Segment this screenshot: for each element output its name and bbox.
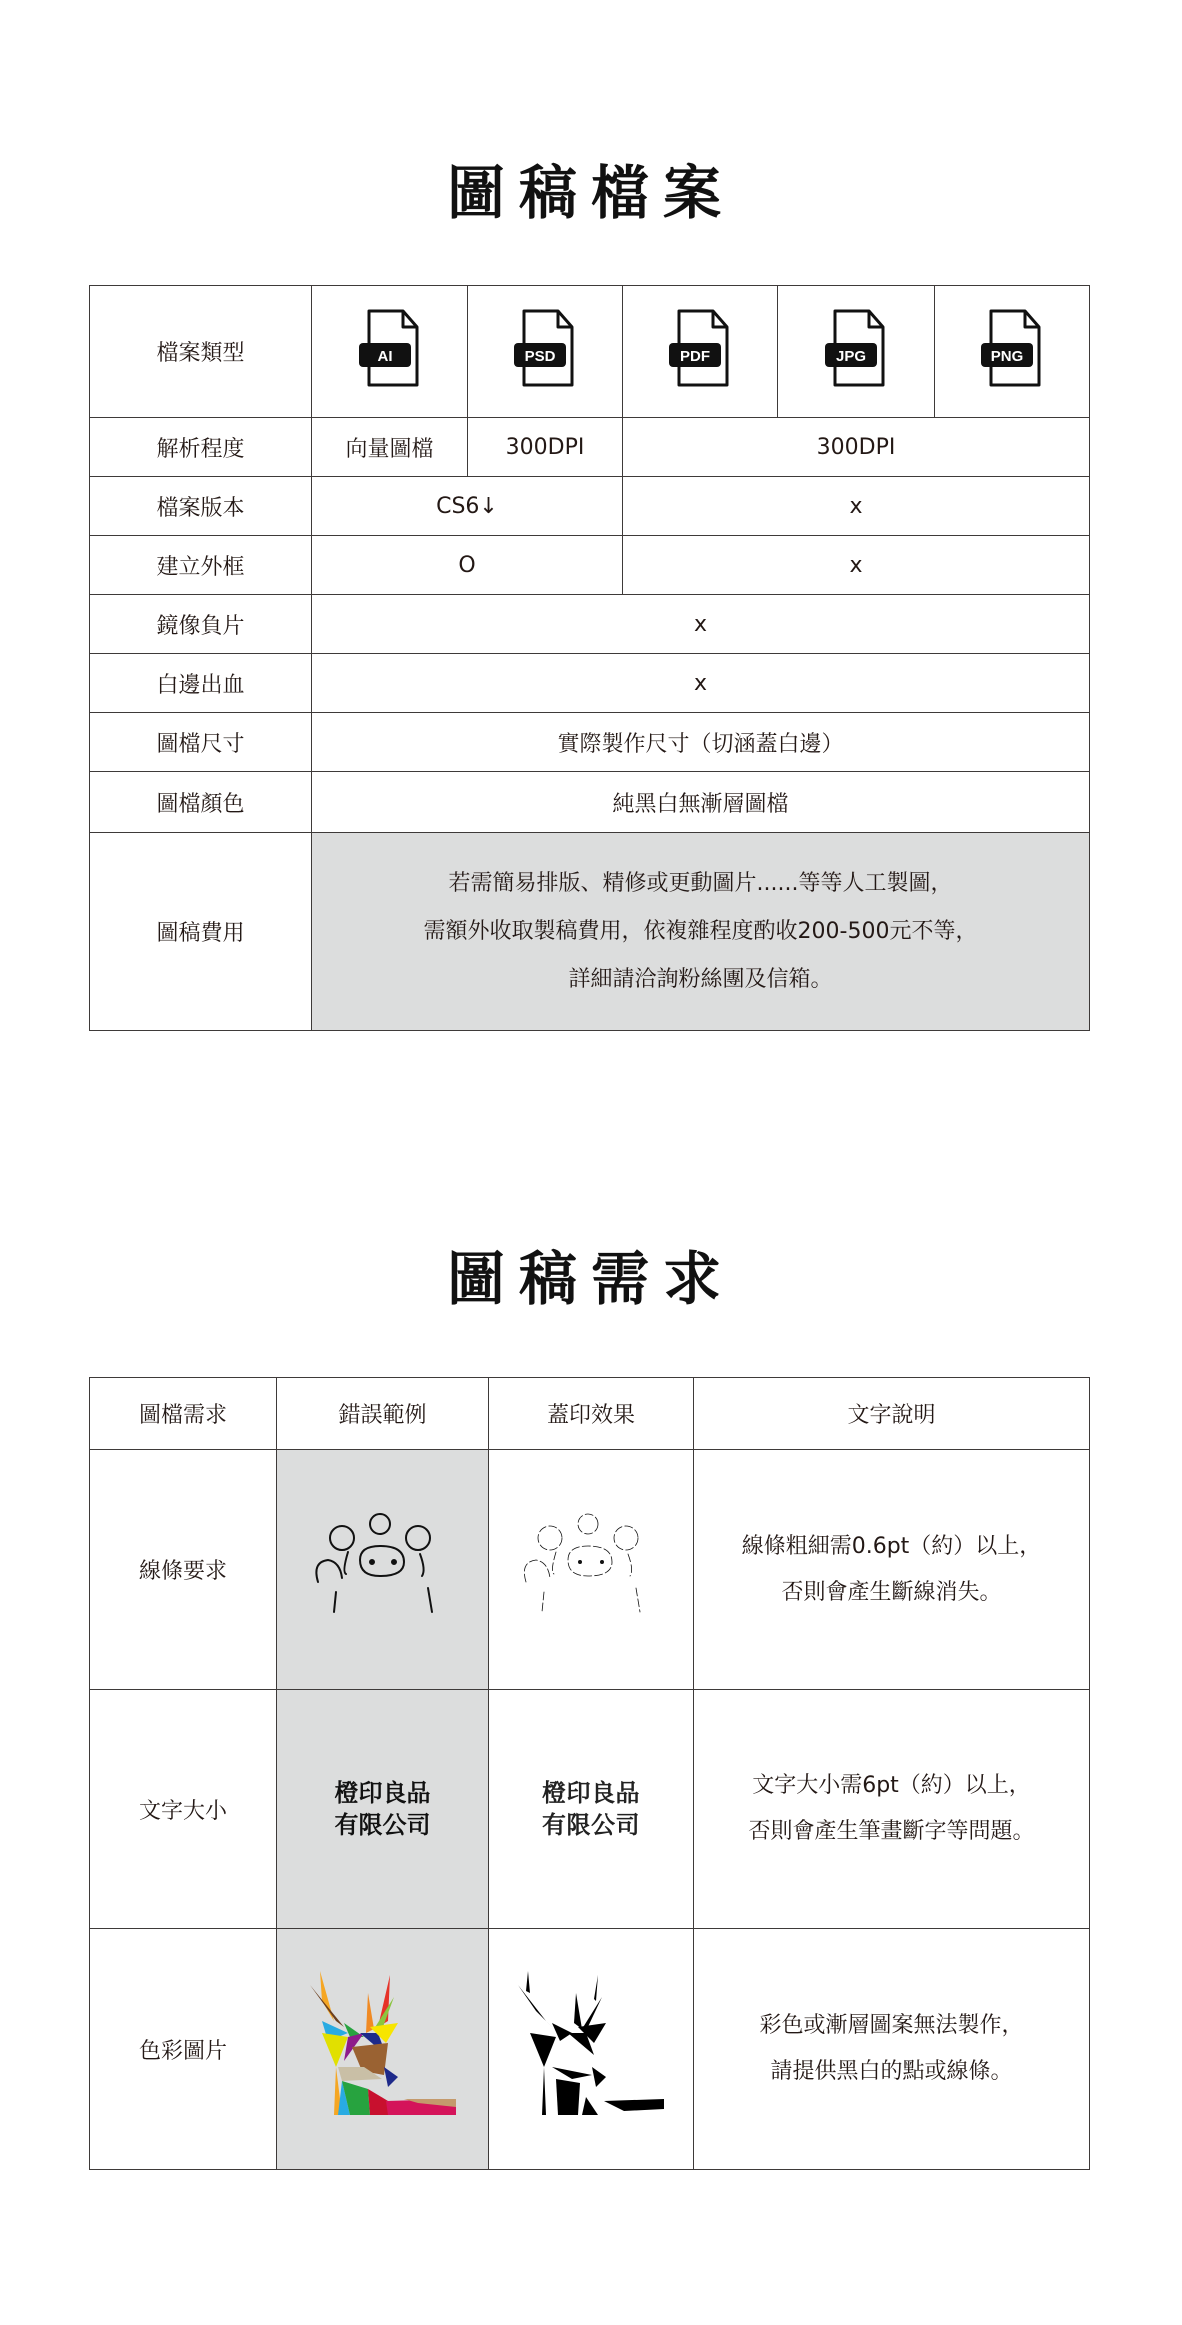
file-pdf-icon xyxy=(623,286,778,418)
svg-text:PSD: PSD xyxy=(524,347,556,365)
section-title-requirements: 圖稿需求 xyxy=(446,1245,735,1313)
header-row xyxy=(90,1378,1090,1450)
description-line: 否則會產生筆畫斷字等問題。 xyxy=(748,1819,1035,1844)
row-label: 圖檔尺寸 xyxy=(90,713,312,772)
file-psd-icon xyxy=(468,286,623,418)
cell-others: x xyxy=(623,477,1090,536)
row-label: 解析程度 xyxy=(90,418,312,477)
cell-ai-psd: O xyxy=(312,536,623,595)
cell-others: 300DPI xyxy=(623,418,1090,477)
deer-color-example-image xyxy=(277,1929,489,2170)
row-color-image xyxy=(90,1929,1090,2170)
row-version xyxy=(90,477,1090,536)
header-cell: 圖檔需求 xyxy=(90,1378,277,1450)
sample-text: 有限公司 xyxy=(542,1810,640,1839)
section-title-files: 圖稿檔案 xyxy=(446,159,735,227)
cell-ai-psd: CS6↓ xyxy=(312,477,623,536)
row-label: 檔案版本 xyxy=(90,477,312,536)
row-label: 圖稿費用 xyxy=(90,833,312,1031)
row-label: 色彩圖片 xyxy=(90,1929,277,2170)
description-line: 請提供黑白的點或線條。 xyxy=(770,2059,1013,2084)
file-png-icon xyxy=(935,286,1090,418)
file-jpg-icon xyxy=(778,286,935,418)
row-outline xyxy=(90,536,1090,595)
description xyxy=(694,1450,1090,1690)
svg-text:JPG: JPG xyxy=(835,347,867,365)
cell-value: 純黑白無漸層圖檔 xyxy=(312,772,1090,833)
description-line: 線條粗細需0.6pt（約）以上， xyxy=(741,1533,1042,1559)
row-bleed xyxy=(90,654,1090,713)
sample-text: 有限公司 xyxy=(334,1810,431,1839)
row-fee xyxy=(90,833,1090,1031)
cell-psd: 300DPI xyxy=(468,418,623,477)
deer-stamp-effect-image xyxy=(489,1929,694,2170)
row-color xyxy=(90,772,1090,833)
svg-text:AI: AI xyxy=(377,347,392,365)
row-label: 檔案類型 xyxy=(90,286,312,418)
row-mirror xyxy=(90,595,1090,654)
row-line-requirement xyxy=(90,1450,1090,1690)
header-cell: 蓋印效果 xyxy=(489,1378,694,1450)
description-line: 彩色或漸層圖案無法製作， xyxy=(759,2013,1024,2038)
description-line: 文字大小需6pt（約）以上， xyxy=(752,1773,1031,1798)
description-line: 否則會產生斷線消失。 xyxy=(781,1579,1002,1605)
row-label: 鏡像負片 xyxy=(90,595,312,654)
text-wrong-example xyxy=(277,1690,489,1929)
row-resolution xyxy=(90,418,1090,477)
row-label: 文字大小 xyxy=(90,1690,277,1929)
requirements-table xyxy=(89,1377,1090,2170)
text-stamp-effect xyxy=(489,1690,694,1929)
header-cell: 錯誤範例 xyxy=(277,1378,489,1450)
svg-text:PNG: PNG xyxy=(990,347,1024,365)
bear-stamp-effect-image xyxy=(489,1450,694,1690)
file-ai-icon xyxy=(312,286,468,418)
cell-others: x xyxy=(623,536,1090,595)
fee-line: 若需簡易排版、精修或更動圖片......等等人工製圖， xyxy=(448,870,953,896)
bear-wrong-example-image xyxy=(277,1450,489,1690)
row-label: 線條要求 xyxy=(90,1450,277,1690)
description xyxy=(694,1690,1090,1929)
row-label: 圖檔顏色 xyxy=(90,772,312,833)
svg-text:PDF: PDF xyxy=(680,347,710,365)
row-file-type xyxy=(90,286,1090,418)
cell-ai: 向量圖檔 xyxy=(312,418,468,477)
row-text-size xyxy=(90,1690,1090,1929)
row-size xyxy=(90,713,1090,772)
sample-text: 橙印良品 xyxy=(334,1778,431,1807)
file-format-table xyxy=(89,285,1090,1031)
fee-description xyxy=(312,833,1090,1031)
row-label: 建立外框 xyxy=(90,536,312,595)
cell-value: 實際製作尺寸（切涵蓋白邊） xyxy=(312,713,1090,772)
fee-line: 需額外收取製稿費用，依複雜程度酌收200-500元不等， xyxy=(423,918,978,944)
fee-line: 詳細請洽詢粉絲團及信箱。 xyxy=(568,966,833,992)
row-label: 白邊出血 xyxy=(90,654,312,713)
description xyxy=(694,1929,1090,2170)
cell-value: x xyxy=(312,654,1090,713)
cell-value: x xyxy=(312,595,1090,654)
sample-text: 橙印良品 xyxy=(542,1778,640,1807)
header-cell: 文字說明 xyxy=(694,1378,1090,1450)
